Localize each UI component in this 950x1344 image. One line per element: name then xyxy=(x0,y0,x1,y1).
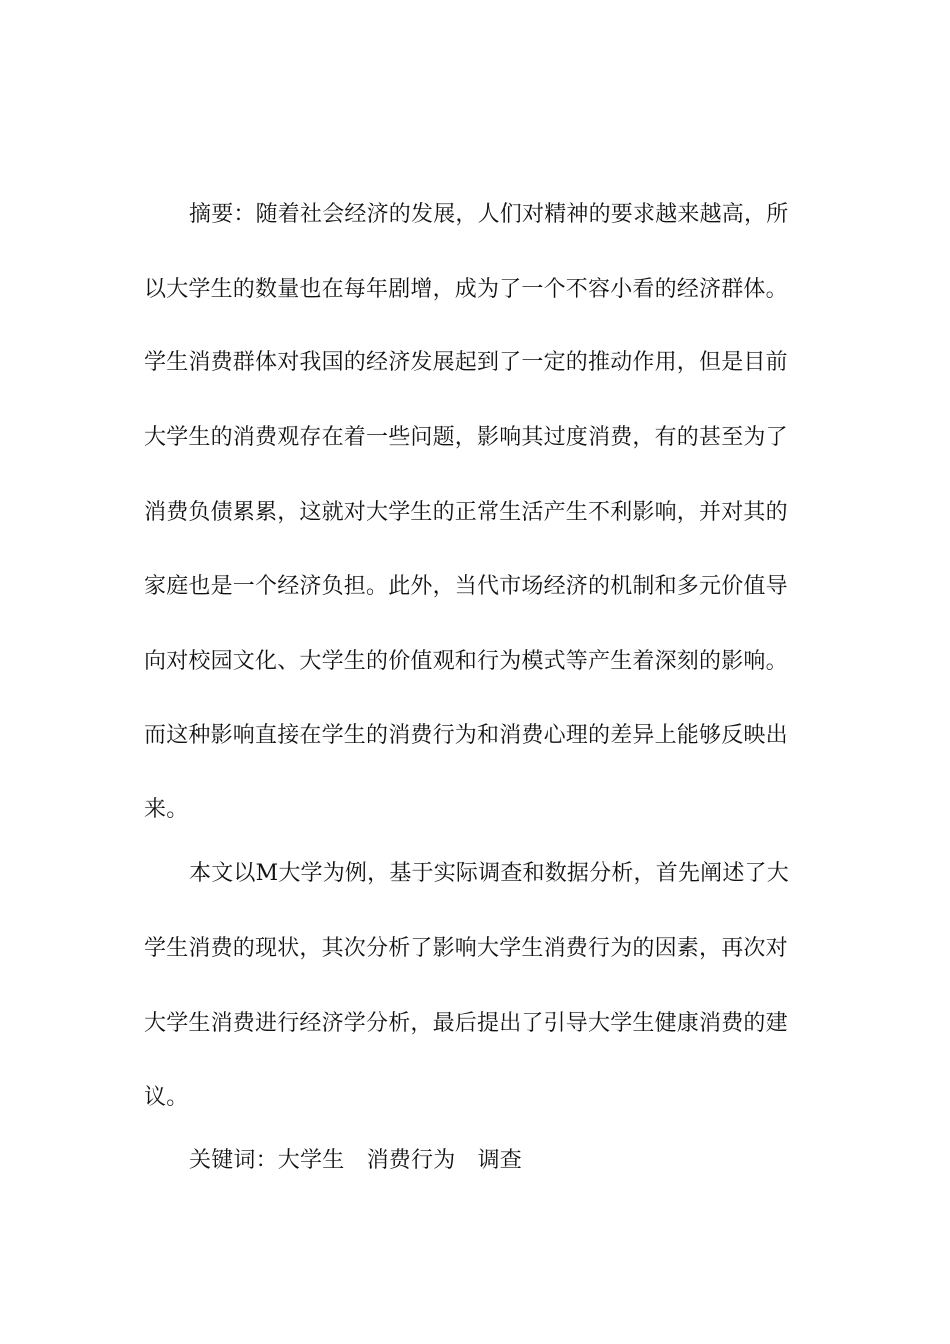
abstract-line-9: 来。 xyxy=(144,797,189,822)
paragraph2-line-3: 大学生消费进行经济学分析，最后提出了引导大学生健康消费的建 xyxy=(144,1011,788,1036)
paragraph2-line-4: 议。 xyxy=(144,1085,189,1110)
abstract-line-8: 而这种影响直接在学生的消费行为和消费心理的差异上能够反映出 xyxy=(144,723,788,748)
keywords-line: 关键词：大学生 消费行为 调查 xyxy=(189,1148,523,1173)
paragraph2-line-1: 本文以M大学为例，基于实际调查和数据分析，首先阐述了大 xyxy=(189,861,789,886)
abstract-line-3: 学生消费群体对我国的经济发展起到了一定的推动作用，但是目前 xyxy=(144,350,788,375)
abstract-line-7: 向对校园文化、大学生的价值观和行为模式等产生着深刻的影响。 xyxy=(144,649,788,674)
abstract-line-6: 家庭也是一个经济负担。此外，当代市场经济的机制和多元价值导 xyxy=(144,574,788,599)
paragraph2-line-2: 学生消费的现状，其次分析了影响大学生消费行为的因素，再次对 xyxy=(144,936,788,961)
abstract-line-4: 大学生的消费观存在着一些问题，影响其过度消费，有的甚至为了 xyxy=(144,425,788,450)
abstract-line-1: 摘要：随着社会经济的发展，人们对精神的要求越来越高，所 xyxy=(189,202,789,227)
abstract-line-2: 以大学生的数量也在每年剧增，成为了一个不容小看的经济群体。 xyxy=(144,277,788,302)
abstract-line-5: 消费负债累累，这就对大学生的正常生活产生不利影响，并对其的 xyxy=(144,500,788,525)
